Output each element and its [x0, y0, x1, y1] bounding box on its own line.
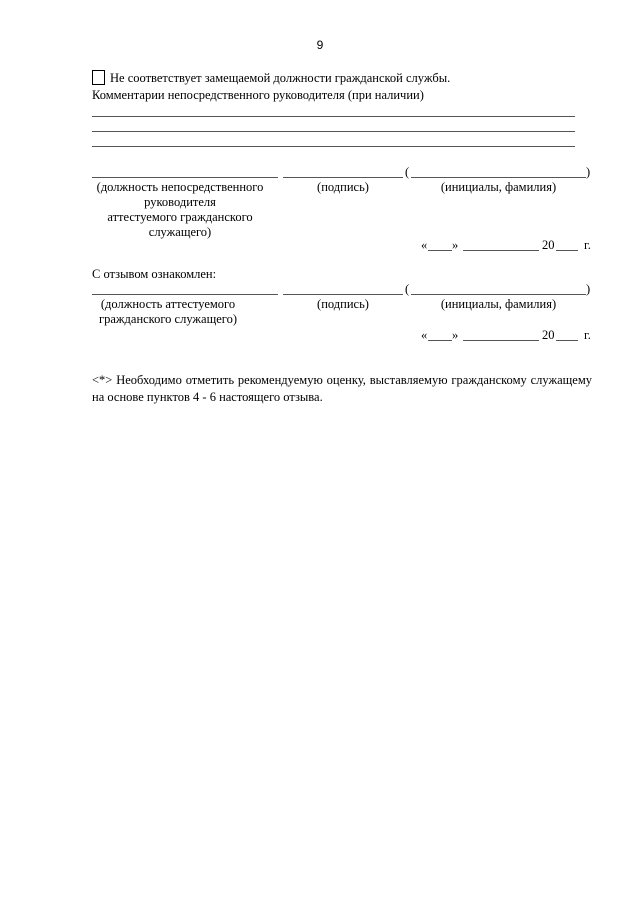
checkbox-label: Не соответствует замещаемой должности гражданской службы. — [110, 71, 451, 85]
employee-signature-line[interactable] — [283, 294, 403, 295]
supervisor-signature-line[interactable] — [283, 177, 403, 178]
employee-date-month-field[interactable] — [463, 340, 539, 341]
supervisor-date-year-suffix: г. — [584, 238, 591, 252]
supervisor-close-paren: ) — [586, 165, 591, 179]
supervisor-date-month-field[interactable] — [463, 250, 539, 251]
caption-line: гражданского служащего) — [98, 312, 238, 326]
supervisor-date-year-field[interactable] — [556, 250, 578, 251]
supervisor-date-day-field[interactable] — [428, 250, 452, 251]
employee-date-year-prefix: 20 — [542, 328, 555, 342]
supervisor-signature-caption: (подпись) — [317, 180, 369, 194]
checkbox[interactable] — [92, 70, 105, 85]
caption-line: (должность аттестуемого — [100, 297, 236, 311]
employee-close-paren: ) — [586, 282, 591, 296]
caption-line: служащего) — [148, 225, 212, 239]
supervisor-name-caption: (инициалы, фамилия) — [440, 180, 557, 194]
supervisor-date-close-quote: » — [452, 238, 459, 252]
employee-name-caption: (инициалы, фамилия) — [440, 297, 557, 311]
supervisor-date-year-prefix: 20 — [542, 238, 555, 252]
employee-name-line[interactable] — [411, 294, 586, 295]
comment-line-2[interactable] — [92, 131, 575, 132]
comment-line-1[interactable] — [92, 116, 575, 117]
caption-line: руководителя — [144, 195, 216, 209]
employee-date-close-quote: » — [452, 328, 459, 342]
employee-open-paren: ( — [405, 282, 410, 296]
supervisor-position-line[interactable] — [92, 177, 278, 178]
employee-date-year-suffix: г. — [584, 328, 591, 342]
employee-date-year-field[interactable] — [556, 340, 578, 341]
footnote: <*> Необходимо отметить рекомендуемую оценку, выставляемую гражданскому служащему на основе пунктов 4 - 6 настоящего отзыва. — [92, 373, 592, 404]
comments-heading: Комментарии непосредственного руководителя (при наличии) — [92, 88, 424, 102]
supervisor-open-paren: ( — [405, 165, 410, 179]
employee-position-caption — [88, 297, 248, 327]
employee-signature-caption: (подпись) — [317, 297, 369, 311]
page-number: 9 — [316, 38, 324, 52]
caption-line: аттестуемого гражданского — [107, 210, 253, 224]
comment-line-3[interactable] — [92, 146, 575, 147]
acknowledgement-heading: С отзывом ознакомлен: — [92, 267, 217, 281]
caption-line: (должность непосредственного — [96, 180, 264, 194]
employee-date-open-quote: « — [421, 328, 428, 342]
employee-date-day-field[interactable] — [428, 340, 452, 341]
employee-position-line[interactable] — [92, 294, 278, 295]
supervisor-date-open-quote: « — [421, 238, 428, 252]
supervisor-position-caption — [88, 180, 272, 240]
supervisor-name-line[interactable] — [411, 177, 586, 178]
